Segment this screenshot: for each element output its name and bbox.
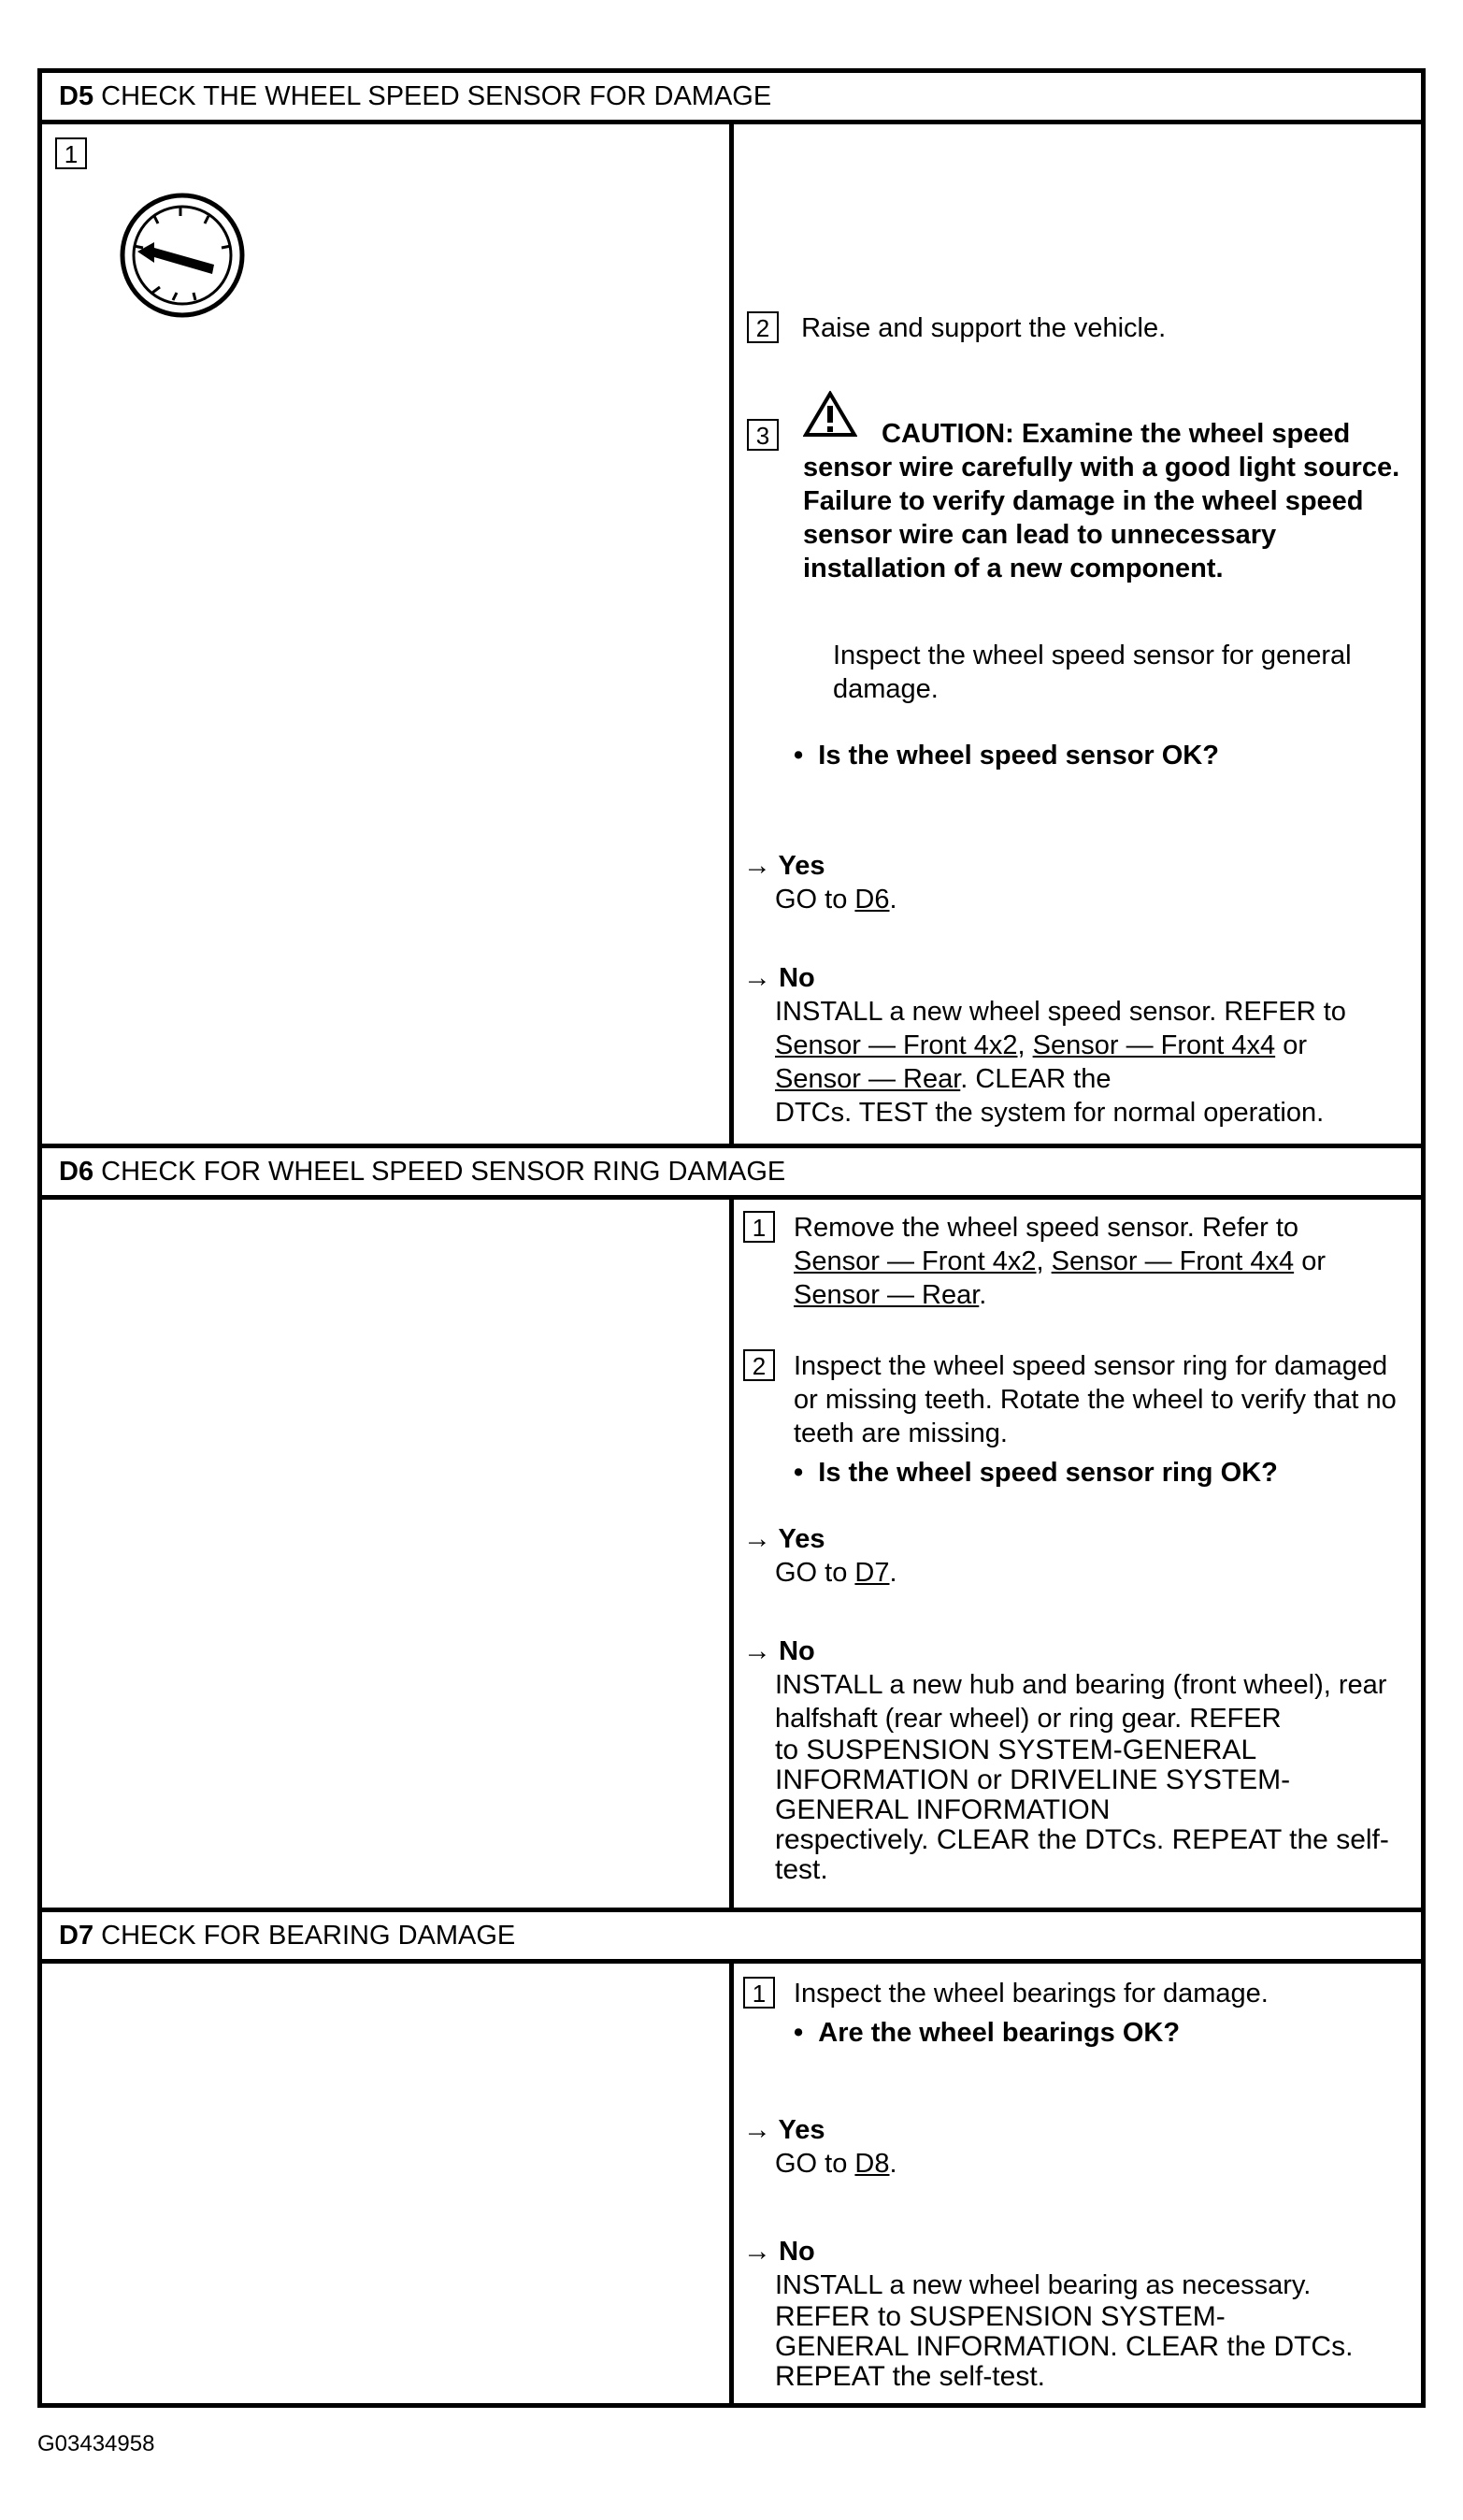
d6-title: CHECK FOR WHEEL SPEED SENSOR RING DAMAGE [101,1156,786,1187]
d6-no-text-2: to SUSPENSION SYSTEM-GENERAL INFORMATION or DRIVELINE SYSTEM-GENERAL INFORMATION [775,1735,1291,1825]
d5-code: D5 [59,80,94,111]
d7-no-text-2: REFER to SUSPENSION SYSTEM-GENERAL INFORMATION. CLEAR the DTCs. REPEAT the self-test. [775,2301,1354,2392]
d7-question [743,2016,1416,2050]
d7-no-branch [743,2235,1416,2392]
d5-header [40,71,1424,122]
d7-no-text-1: INSTALL a new wheel bearing as necessary. [775,2270,1312,2300]
procedure-document [37,68,1426,2408]
d5-question-text: Is the wheel speed sensor OK? [818,741,1219,770]
d6-question [743,1456,1416,1490]
d6-step1-text: Remove the wheel speed sensor. Refer to [794,1213,1299,1243]
d5-step2 [747,311,1420,345]
ignition-gauge-icon [117,190,248,321]
d5-no-text-3: DTCs. TEST the system for normal operation. [775,1098,1325,1128]
d5-caution-text: CAUTION: Examine the wheel speed sensor wire carefully with a good light source. Failure to verify damage in the wheel speed sensor wire can lead to unnecessary installation of a new component. [803,419,1400,583]
d7-no-label: No [779,2237,815,2267]
d6-code: D6 [59,1156,94,1187]
d6-question-text: Is the wheel speed sensor ring OK? [818,1458,1278,1488]
d6-step1-link-3[interactable]: Sensor — Rear [794,1280,980,1310]
d5-no-link-3[interactable]: Sensor — Rear [775,1064,961,1094]
d5-no-text-2: CLEAR the [975,1064,1112,1094]
d7-left-cell [40,1962,732,2406]
d6-yes-branch: → Yes GO to D7. [743,1523,897,1588]
d5-no-link-2[interactable]: Sensor — Front 4x4 [1032,1030,1276,1060]
d6-step1-link-2[interactable]: Sensor — Front 4x4 [1051,1246,1295,1276]
d7-yes-text: GO to [775,2149,848,2179]
d5-no-or: or [1283,1030,1307,1060]
d5-step1-number: 1 [55,137,87,169]
d6-yes-text: GO to [775,1558,848,1588]
right-arrow-icon: → [743,1635,771,1666]
d5-no-text-1: INSTALL a new wheel speed sensor. REFER to [775,997,1346,1027]
d6-step1-number: 1 [743,1211,775,1243]
d6-no-text-1: INSTALL a new hub and bearing (front wheel), rear halfshaft (rear wheel) or ring gear. REFER [775,1670,1387,1734]
d7-code: D7 [59,1920,94,1951]
d5-question [794,739,1411,772]
bullet: • [794,2018,819,2048]
d6-header [40,1146,1424,1198]
d6-yes-label: Yes [778,1524,825,1554]
right-arrow-icon: → [743,1523,771,1554]
bullet: • [794,741,819,770]
d7-step1-number: 1 [743,1977,775,2009]
right-arrow-icon: → [743,2236,771,2267]
d5-no-branch [743,961,1416,1130]
d5-yes-text: GO to [775,885,848,914]
d6-no-text-3: respectively. CLEAR the DTCs. REPEAT the self-test. [775,1824,1389,1885]
d6-step1-link-1[interactable]: Sensor — Front 4x2 [794,1246,1037,1276]
d5-step3-number: 3 [747,419,779,451]
d5-yes-branch: → Yes GO to D6. [743,850,897,914]
d7-step1-text: Inspect the wheel bearings for damage. [794,1979,1269,2009]
d5-no-link-1[interactable]: Sensor — Front 4x2 [775,1030,1018,1060]
d5-step3-text: Inspect the wheel speed sensor for general damage. [833,641,1352,704]
d6-step2-number: 2 [743,1349,775,1381]
right-arrow-icon: → [743,850,771,881]
bullet: • [794,1458,819,1488]
right-arrow-icon: → [743,2114,771,2145]
d6-no-label: No [779,1636,815,1666]
d7-title: CHECK FOR BEARING DAMAGE [101,1920,516,1951]
d5-yes-label: Yes [778,851,825,881]
d6-yes-link[interactable]: D7 [854,1558,890,1588]
figure-code: G03434958 [37,2431,155,2456]
d6-no-branch [743,1634,1416,1885]
d6-right-cell [732,1198,1424,1910]
d5-right-cell [732,122,1424,1146]
d7-header [40,1910,1424,1962]
d5-no-text: INSTALL a new wheel speed sensor. REFER to Sensor — Front 4x2, Sensor — Front 4x4 or Sensor — Rear. CLEAR the DTCs. TEST the system for normal operation. [775,997,1346,1128]
d5-yes-link[interactable]: D6 [854,885,890,914]
d5-step2-number: 2 [747,311,779,343]
d7-step1 [743,1977,1416,2050]
d6-step1-or: or [1301,1246,1326,1276]
d5-step2-text: Raise and support the vehicle. [801,313,1167,343]
d5-title: CHECK THE WHEEL SPEED SENSOR FOR DAMAGE [101,80,772,111]
steps-table [37,68,1426,2408]
d7-yes-link[interactable]: D8 [854,2149,890,2179]
d7-right-cell [732,1962,1424,2406]
d7-yes-branch: → Yes GO to D8. [743,2114,897,2179]
right-arrow-icon: → [743,962,771,993]
d7-question-text: Are the wheel bearings OK? [818,2018,1181,2048]
d5-left-cell [40,122,732,1146]
d6-step2-text: Inspect the wheel speed sensor ring for damaged or missing teeth. Rotate the wheel to verify that no teeth are missing. [794,1351,1397,1448]
d6-step1: 1 Remove the wheel speed sensor. Refer to Sensor — Front 4x2, Sensor — Front 4x4 or Sensor — Rear. [743,1211,1416,1312]
d6-step2 [743,1349,1416,1490]
d6-left-cell [40,1198,732,1910]
d7-yes-label: Yes [778,2115,825,2145]
d5-no-label: No [779,963,815,993]
